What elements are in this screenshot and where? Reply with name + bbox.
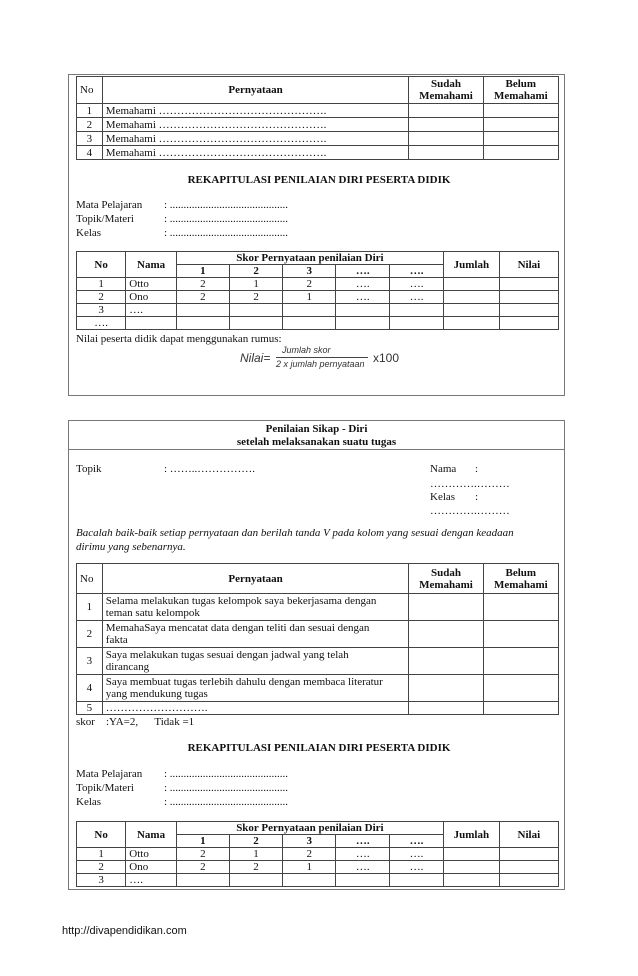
field-value-mapel-2: : ........................................... xyxy=(164,768,289,780)
topik-label: Topik xyxy=(76,463,102,475)
field-value-kelas-2: : ........................................... xyxy=(164,796,289,808)
col-belum: Belum Memahami xyxy=(483,77,558,104)
table-row: 1 Memahami ………………………………………. xyxy=(77,104,559,118)
table-row: …. xyxy=(77,317,559,330)
kelas-label: Kelas xyxy=(430,491,456,503)
skor-note: skor :YA=2, Tidak =1 xyxy=(76,716,195,728)
score-col-jumlah: Jumlah xyxy=(443,822,499,848)
field-label-mapel-1: Mata Pelajaran xyxy=(76,199,143,211)
rekap-title-2: REKAPITULASI PENILAIAN DIRI PESERTA DIDIK xyxy=(187,742,451,754)
sikap-title-line1: Penilaian Sikap - Diri xyxy=(265,423,368,435)
score-col-nilai: Nilai xyxy=(499,822,558,848)
col-no: No xyxy=(77,564,103,594)
understanding-table-2 xyxy=(76,563,559,715)
score-col-nama: Nama xyxy=(126,822,177,848)
table-row: 3 …. xyxy=(77,874,559,887)
score-col-nilai: Nilai xyxy=(499,252,558,278)
rekap-title-1: REKAPITULASI PENILAIAN DIRI PESERTA DIDIK xyxy=(187,174,451,186)
field-value-mapel-1: : ........................................... xyxy=(164,199,289,211)
formula-numerator: Jumlah skor xyxy=(282,345,331,355)
table-row: 1 Otto 2 1 2 …. …. xyxy=(77,278,559,291)
formula-denominator: 2 x jumlah pernyataan xyxy=(276,359,365,369)
field-value-topik-1: : ........................................... xyxy=(164,213,289,225)
nama-colon: : xyxy=(475,463,479,475)
instruction-line2: dirimu yang sebenarnya. xyxy=(76,541,186,553)
score-col-no: No xyxy=(77,822,126,848)
footer-url: http://divapendidikan.com xyxy=(62,925,187,937)
table-row: 4 Memahami ………………………………………. xyxy=(77,146,559,160)
table-row: 2 MemahaSaya mencatat data dengan teliti dan sesuai dengan fakta xyxy=(77,621,559,648)
kelas-colon: : xyxy=(475,491,479,503)
table-row: 2 Ono 2 2 1 …. …. xyxy=(77,861,559,874)
score-col-jumlah: Jumlah xyxy=(444,252,500,278)
table-row: 2 Memahami ………………………………………. xyxy=(77,118,559,132)
table-row: 3 Saya melakukan tugas sesuai dengan jadwal yang telah dirancang xyxy=(77,648,559,675)
table-row: 4 Saya membuat tugas terlebih dahulu dengan membaca literatur yang mendukung tugas xyxy=(77,675,559,702)
table-row: 1 Selama melakukan tugas kelompok saya bekerjasama dengan teman satu kelompok xyxy=(77,594,559,621)
field-label-kelas-2: Kelas xyxy=(76,796,102,808)
field-value-kelas-1: : ........................................... xyxy=(164,227,289,239)
score-col-nama: Nama xyxy=(126,252,177,278)
section2-title-divider xyxy=(68,449,565,450)
score-col-no: No xyxy=(77,252,126,278)
field-label-topik-1: Topik/Materi xyxy=(76,213,134,225)
field-label-mapel-2: Mata Pelajaran xyxy=(76,768,143,780)
col-sudah: Sudah Memahami xyxy=(409,564,483,594)
nama-label: Nama xyxy=(430,463,457,475)
kelas-dots: ………….……… xyxy=(430,505,510,517)
understanding-table-1 xyxy=(76,76,559,160)
formula-note: Nilai peserta didik dapat menggunakan rumus: xyxy=(76,333,282,345)
field-label-kelas-1: Kelas xyxy=(76,227,102,239)
score-col-skor: Skor Pernyataan penilaian Diri xyxy=(176,822,443,835)
table-row: 2 Ono 2 2 1 …. …. xyxy=(77,291,559,304)
formula-lhs: Nilai= xyxy=(240,351,271,365)
instruction-line1: Bacalah baik-baik setiap pernyataan dan berilah tanda V pada kolom yang sesuai dengan keadaan xyxy=(76,527,514,539)
topik-value: : ……..……………. xyxy=(164,463,256,475)
table-row: 3 …. xyxy=(77,304,559,317)
field-label-topik-2: Topik/Materi xyxy=(76,782,134,794)
col-belum: Belum Memahami xyxy=(483,564,558,594)
col-sudah: Sudah Memahami xyxy=(409,77,483,104)
table-row: 1 Otto 2 1 2 …. …. xyxy=(77,848,559,861)
sikap-title-line2: setelah melaksanakan suatu tugas xyxy=(236,436,397,448)
score-table-2: No Nama Skor Pernyataan penilaian Diri Jumlah Nilai 1 2 3 …. …. 1 Otto 2 1 2 …. …. 2 Ono 2 2 1 …. …. 3 …. xyxy=(76,821,559,887)
formula-fraction-bar xyxy=(276,357,368,358)
score-col-skor: Skor Pernyataan penilaian Diri xyxy=(176,252,443,265)
nama-dots: ………….……… xyxy=(430,478,510,490)
formula-suffix: x100 xyxy=(373,351,400,365)
col-pernyataan: Pernyataan xyxy=(102,77,409,104)
table-row: 3 Memahami ………………………………………. xyxy=(77,132,559,146)
field-value-topik-2: : ........................................... xyxy=(164,782,289,794)
col-no: No xyxy=(77,77,103,104)
col-pernyataan: Pernyataan xyxy=(102,564,409,594)
score-table-1: No Nama Skor Pernyataan penilaian Diri Jumlah Nilai 1 2 3 …. …. 1 Otto 2 1 2 …. …. 2 Ono 2 2 1 …. …. 3 …. …. xyxy=(76,251,559,330)
table-row: 5 ………………………. xyxy=(77,702,559,715)
